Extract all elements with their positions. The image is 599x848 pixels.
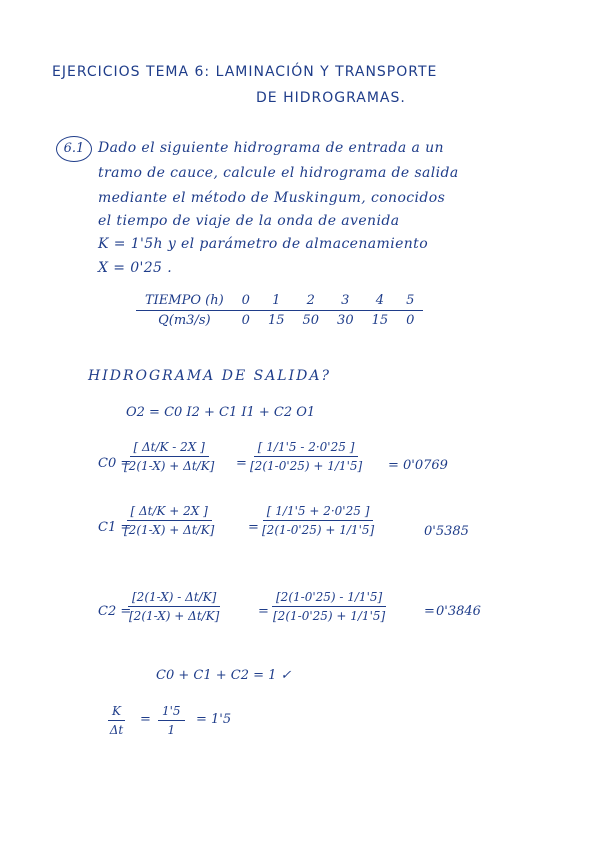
c2-values-denominator: [2(1-0'25) + 1/1'5]	[273, 609, 386, 623]
table-cell: 0	[406, 313, 415, 328]
ratio-result: = 1'5	[196, 712, 232, 727]
equals-sign: =	[236, 456, 247, 471]
table-header-cell: 1	[259, 291, 294, 311]
statement-line-2: tramo de cauce, calcule el hidrograma de salida	[98, 165, 459, 181]
c1-values-denominator: [2(1-0'25) + 1/1'5]	[262, 523, 375, 537]
table-cell: 15	[371, 313, 389, 328]
table-header-cell: 5	[397, 291, 423, 311]
table-cell: 0	[241, 313, 250, 328]
c2-formula-fraction	[128, 590, 220, 623]
ratio-denominator: Δt	[109, 723, 124, 737]
equals-sign: =	[140, 712, 151, 727]
c0-formula-fraction	[124, 440, 214, 473]
table-cell: 50	[302, 313, 320, 328]
ratio-value-denominator: 1	[167, 723, 176, 737]
c0-formula-denominator: [2(1-X) + Δt/K]	[124, 459, 215, 473]
equals-sign: =	[248, 520, 259, 535]
table-cell: 15	[267, 313, 285, 328]
table-header-cell: 4	[363, 291, 398, 311]
statement-line-1: Dado el siguiente hidrograma de entrada a un	[98, 140, 444, 156]
question-heading: HIDROGRAMA DE SALIDA?	[88, 368, 331, 384]
table-header-cell: TIEMPO (h)	[136, 291, 233, 311]
c0-values-denominator: [2(1-0'25) + 1/1'5]	[250, 459, 363, 473]
c0-formula-numerator: [ Δt/K - 2X ]	[130, 440, 209, 457]
c2-formula-denominator: [2(1-X) + Δt/K]	[129, 609, 220, 623]
c0-label: C0 =	[98, 456, 132, 471]
ratio-value-numerator: 1'5	[158, 704, 185, 721]
ratio-numerator: K	[108, 704, 125, 721]
c0-values-fraction	[250, 440, 362, 473]
muskingum-equation: O2 = C0 I2 + C1 I1 + C2 O1	[126, 405, 316, 420]
statement-line-3: mediante el método de Muskingum, conocidos	[98, 190, 446, 206]
page-title-line2: DE HIDROGRAMAS.	[256, 90, 406, 106]
table-header-cell: 0	[233, 291, 259, 311]
exercise-number: 6.1	[56, 136, 92, 162]
equals-sign: =	[424, 604, 435, 619]
c1-label: C1 =	[98, 520, 132, 535]
c1-values-fraction	[262, 504, 374, 537]
ratio-symbol-fraction	[108, 704, 125, 737]
table-row	[136, 311, 423, 331]
table-header-cell: 3	[328, 291, 363, 311]
c1-formula-fraction	[124, 504, 214, 537]
c1-formula-numerator: [ Δt/K + 2X ]	[127, 504, 212, 521]
page-title-line1: EJERCICIOS TEMA 6: LAMINACIÓN Y TRANSPORTE	[52, 64, 438, 80]
statement-line-5: K = 1'5h y el parámetro de almacenamiento	[98, 236, 429, 252]
c0-result: = 0'0769	[388, 458, 448, 473]
c2-values-fraction	[272, 590, 386, 623]
table-header-row	[136, 291, 423, 311]
coefficient-sum-check: C0 + C1 + C2 = 1 ✓	[156, 668, 292, 683]
table-cell: Q(m3/s)	[158, 313, 211, 328]
statement-line-4: el tiempo de viaje de la onda de avenida	[98, 213, 400, 229]
c2-result: 0'3846	[436, 604, 481, 619]
table-header-cell: 2	[294, 291, 329, 311]
c1-formula-denominator: [2(1-X) + Δt/K]	[124, 523, 215, 537]
equals-sign: =	[258, 604, 269, 619]
c1-result: 0'5385	[424, 524, 469, 539]
c2-label: C2 =	[98, 604, 132, 619]
c0-values-numerator: [ 1/1'5 - 2·0'25 ]	[254, 440, 359, 457]
c2-formula-numerator: [2(1-X) - Δt/K]	[128, 590, 220, 607]
c1-values-numerator: [ 1/1'5 + 2·0'25 ]	[263, 504, 374, 521]
statement-line-6: X = 0'25 .	[98, 260, 173, 276]
ratio-value-fraction	[158, 704, 185, 737]
table-cell: 30	[337, 313, 354, 328]
inflow-hydrograph-table	[136, 291, 423, 330]
c2-values-numerator: [2(1-0'25) - 1/1'5]	[272, 590, 386, 607]
